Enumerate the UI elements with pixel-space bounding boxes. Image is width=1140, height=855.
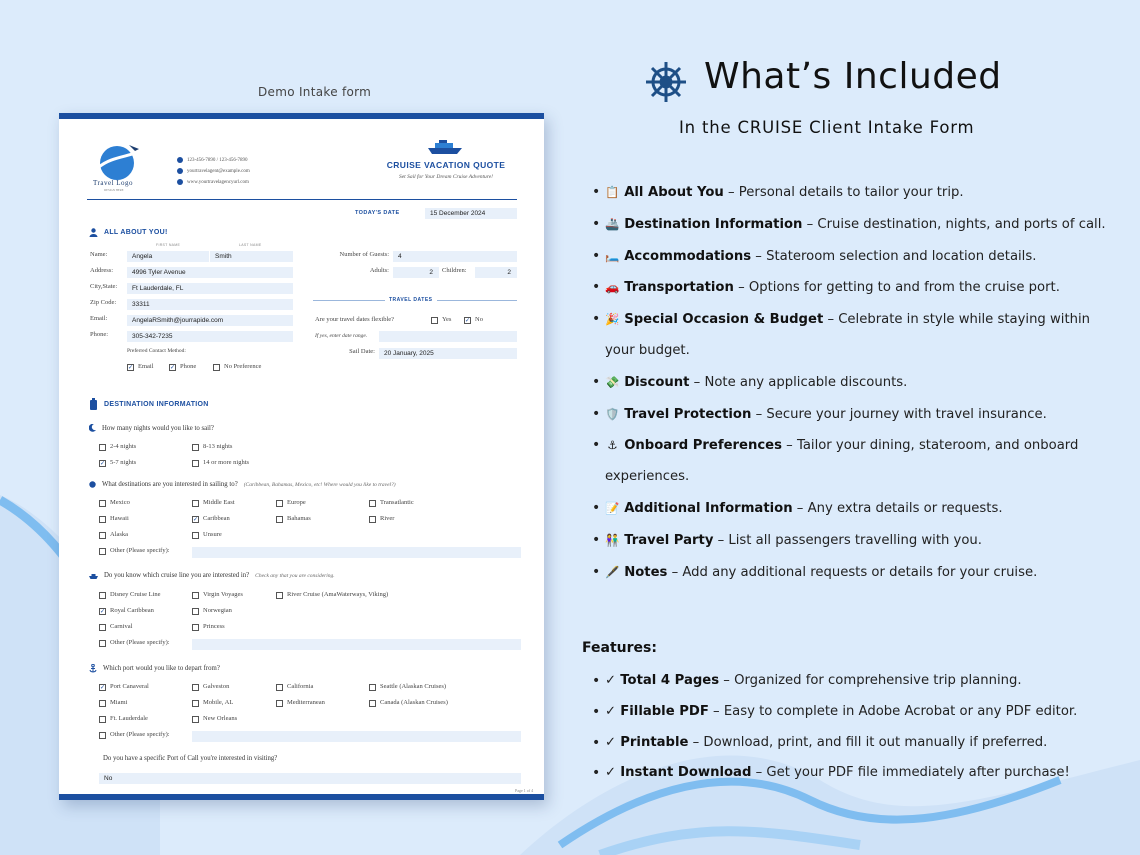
pref-none-label: No Preference [224, 363, 262, 370]
port-option: Mediterranean [287, 699, 325, 706]
port-checkbox[interactable] [192, 716, 199, 723]
travel-dates-heading: TRAVEL DATES [385, 297, 437, 303]
date-range-label: If yes, enter date range. [315, 333, 368, 339]
money-icon: 💸 [605, 374, 620, 389]
port-other-checkbox[interactable] [99, 732, 106, 739]
email-label: Email: [90, 315, 108, 322]
contact-phone-text: 123-456-7890 / 123-456-7890 [187, 157, 248, 163]
line-option: Norwegian [203, 607, 232, 614]
line-option: River Cruise (AmaWaterways, Viking) [287, 591, 389, 598]
included-item [589, 241, 1109, 273]
included-item [589, 430, 1109, 493]
line-checkbox[interactable] [99, 592, 106, 599]
dest-checkbox[interactable] [99, 516, 106, 523]
form-subtitle: Set Sail for Your Dream Cruise Adventure! [398, 174, 493, 180]
port-other-label: Other (Please specify): [110, 731, 170, 738]
form-title: CRUISE VACATION QUOTE [386, 160, 506, 170]
luggage-icon [89, 398, 98, 411]
pref-phone-label: Phone [180, 363, 197, 370]
dest-option: Transatlantic [380, 499, 414, 506]
included-item [589, 493, 1109, 525]
port-checkbox[interactable] [276, 700, 283, 707]
address-field[interactable]: 4996 Tyler Avenue [127, 267, 293, 278]
feature-label: Instant Download [620, 765, 752, 781]
port-checkbox[interactable] [276, 684, 283, 691]
last-name-caption: LAST NAME [239, 243, 262, 247]
included-item [589, 399, 1109, 431]
included-item-text: – Celebrate in style while staying within your budget. [605, 312, 1090, 358]
first-name-field[interactable]: Angela [127, 251, 209, 262]
included-item [589, 367, 1109, 399]
included-item-label: Transportation [624, 280, 734, 296]
contact-website [177, 179, 249, 185]
party-popper-icon: 🎉 [605, 312, 620, 327]
cruise-line-question-text: Do you know which cruise line you are interested in? [104, 572, 250, 579]
port-option: New Orleans [203, 715, 238, 722]
address-label: Address: [90, 267, 114, 274]
features-list [589, 666, 1129, 789]
line-checkbox[interactable] [276, 592, 283, 599]
dest-checkbox[interactable] [369, 500, 376, 507]
nights-question-text: How many nights would you like to sail? [102, 424, 214, 432]
line-option: Carnival [110, 623, 133, 630]
cruise-line-hint: Check any that you are considering. [255, 572, 335, 579]
today-date-label: TODAY'S DATE [355, 210, 400, 216]
flexible-no-checkbox[interactable]: ✓ [465, 318, 471, 324]
nights-8-13-checkbox[interactable] [192, 444, 199, 451]
port-of-call-field[interactable]: No [99, 773, 521, 784]
port-checkbox[interactable]: ✓ [100, 685, 106, 691]
port-option: Ft. Lauderdale [110, 715, 148, 722]
feature-text: – Download, print, and fill it out manually if preferred. [688, 734, 1048, 750]
included-item-text: – Options for getting to and from the cruise port. [733, 280, 1060, 296]
pen-icon: 🖋️ [605, 564, 620, 579]
guests-field[interactable]: 4 [393, 251, 517, 262]
port-option: Galveston [203, 683, 230, 690]
included-item [589, 525, 1109, 557]
dest-other-field[interactable] [192, 547, 521, 558]
line-option: Virgin Voyages [203, 591, 243, 598]
feature-text: – Organized for comprehensive trip planning. [719, 673, 1022, 688]
first-name-caption: FIRST NAME [156, 243, 181, 247]
included-item [589, 557, 1109, 589]
included-item-label: Travel Party [624, 532, 714, 548]
included-item-label: Notes [624, 564, 668, 580]
nights-option: 5-7 nights [110, 459, 137, 466]
dest-checkbox[interactable] [276, 516, 283, 523]
included-item-text: – Stateroom selection and location details. [751, 248, 1037, 264]
included-item-text: – Secure your journey with travel insurance. [751, 406, 1047, 422]
nights-14-plus-checkbox[interactable] [192, 460, 199, 467]
globe-icon [177, 179, 183, 185]
check-icon: ✓ [605, 673, 617, 688]
line-checkbox[interactable]: ✓ [100, 609, 106, 615]
anchor-icon [89, 664, 97, 673]
nights-option: 2-4 nights [110, 443, 137, 450]
ship-icon: 🚢 [605, 216, 620, 231]
section-destination [89, 398, 209, 411]
dest-option: Middle East [203, 499, 235, 506]
port-checkbox[interactable] [192, 684, 199, 691]
included-item-text: – Tailor your dining, stateroom, and onboard experiences. [605, 438, 1079, 485]
feature-label: Total 4 Pages [620, 673, 720, 688]
dest-checkbox[interactable] [192, 532, 199, 539]
memo-icon: 📝 [605, 500, 620, 515]
email-field[interactable]: AngelaRSmith@jourrapide.com [127, 315, 293, 326]
nights-option: 14 or more nights [203, 459, 250, 466]
phone-field[interactable]: 305-342-7235 [127, 331, 293, 342]
included-item [589, 272, 1109, 304]
sail-date-field[interactable]: 20 January, 2025 [379, 348, 517, 359]
section-about-you [89, 228, 168, 237]
flexible-yes-label: Yes [442, 316, 452, 323]
adults-label: Adults: [369, 267, 389, 274]
port-question-text: Which port would you like to depart from? [103, 665, 220, 672]
ship-icon [89, 573, 98, 579]
line-checkbox[interactable] [99, 624, 106, 631]
included-item-text: – Personal details to tailor your trip. [723, 185, 964, 200]
destination-question [89, 481, 396, 488]
destination-question-text: What destinations are you interested in sailing to? [102, 481, 238, 488]
last-name-field[interactable]: Smith [210, 251, 293, 262]
dest-option: Mexico [110, 499, 130, 506]
feature-item [589, 758, 1129, 789]
children-field[interactable]: 2 [475, 267, 517, 278]
port-option: Miami [110, 699, 128, 706]
section-destination-title: DESTINATION INFORMATION [104, 401, 209, 408]
travel-logo-icon [97, 143, 141, 181]
name-label: Name: [90, 251, 108, 258]
children-label: Children: [442, 267, 467, 274]
line-option: Royal Caribbean [110, 607, 154, 614]
dest-option: Unsure [203, 531, 222, 538]
today-date-field[interactable]: 15 December 2024 [425, 208, 517, 219]
port-checkbox[interactable] [369, 700, 376, 707]
nights-2-4-checkbox[interactable] [99, 444, 106, 451]
flexible-label: Are your travel dates flexible? [315, 316, 395, 323]
feature-text: – Get your PDF file immediately after purchase! [751, 765, 1070, 781]
line-other-label: Other (Please specify): [110, 639, 170, 646]
guests-label: Number of Guests: [339, 251, 389, 258]
included-item-label: Discount [624, 374, 690, 390]
city-field[interactable]: Ft Lauderdale, FL [127, 283, 293, 294]
dest-option: Hawaii [110, 515, 129, 522]
included-item-text: – Note any applicable discounts. [689, 374, 908, 390]
check-icon: ✓ [605, 734, 617, 750]
port-question [89, 664, 220, 673]
car-icon: 🚗 [605, 280, 620, 295]
dest-checkbox[interactable] [276, 500, 283, 507]
line-checkbox[interactable] [192, 624, 199, 631]
dest-checkbox[interactable] [192, 500, 199, 507]
contact-web-text: www.yourtravelagencyurl.com [187, 179, 249, 185]
included-item [589, 304, 1109, 367]
pref-email-checkbox[interactable]: ✓ [128, 365, 134, 371]
moon-icon [89, 424, 96, 432]
demo-caption: Demo Intake form [258, 85, 372, 99]
nights-5-7-checkbox[interactable]: ✓ [100, 461, 106, 467]
included-item-label: Additional Information [624, 500, 793, 516]
included-item [589, 209, 1109, 241]
feature-label: Printable [620, 734, 689, 750]
city-label: City,State: [90, 283, 118, 290]
line-checkbox[interactable] [192, 592, 199, 599]
nights-question [89, 424, 214, 432]
line-checkbox[interactable] [192, 608, 199, 615]
phone-label: Phone: [90, 331, 109, 338]
globe-icon [89, 481, 96, 488]
port-option: Port Canaveral [110, 683, 149, 690]
included-item-text: – Any extra details or requests. [792, 500, 1003, 516]
person-icon [89, 228, 98, 237]
flexible-no-label: No [475, 316, 483, 323]
section-about-you-title: ALL ABOUT YOU! [104, 229, 168, 236]
line-other-field[interactable] [192, 639, 521, 650]
included-item-text: – Cruise destination, nights, and ports of call. [802, 216, 1106, 232]
dest-option: Europe [287, 499, 306, 506]
preferred-contact-label: Preferred Contact Method: [127, 348, 186, 354]
port-checkbox[interactable] [369, 684, 376, 691]
check-icon: ✓ [605, 765, 617, 781]
port-checkbox[interactable] [99, 700, 106, 707]
dest-checkbox[interactable] [99, 532, 106, 539]
bed-icon: 🛏️ [605, 248, 620, 263]
port-option: Mobile, AL [203, 699, 234, 706]
feature-item [589, 728, 1129, 759]
included-item-label: Travel Protection [624, 406, 752, 422]
adults-field[interactable]: 2 [393, 267, 439, 278]
page-number: Page 1 of 4 [515, 788, 534, 793]
zip-field[interactable]: 33311 [127, 299, 293, 310]
included-item-text: – List all passengers travelling with you. [713, 532, 982, 548]
feature-text: – Easy to complete in Adobe Acrobat or any PDF editor. [708, 703, 1078, 719]
dest-other-label: Other (Please specify): [110, 547, 170, 554]
intake-form-preview [59, 113, 544, 800]
flexible-yes-checkbox[interactable] [431, 317, 438, 324]
included-item [589, 177, 1109, 209]
pref-email-label: Email [138, 363, 154, 370]
included-item-label: All About You [624, 185, 724, 200]
email-icon [177, 168, 183, 174]
port-option: Canada (Alaskan Cruises) [380, 699, 448, 706]
contact-email-text: yourtravelagent@example.com [187, 168, 250, 174]
whats-included-title: What’s Included [704, 56, 1002, 97]
feature-label: Fillable PDF [620, 703, 709, 719]
pref-phone-checkbox[interactable]: ✓ [170, 365, 176, 371]
included-item-text: – Add any additional requests or details for your cruise. [667, 564, 1038, 580]
clipboard-icon: 📋 [605, 185, 620, 199]
destination-hint: (Caribbean, Bahamas, Mexico, etc! Where would you like to travel?) [243, 481, 396, 488]
line-other-checkbox[interactable] [99, 640, 106, 647]
feature-item [589, 666, 1129, 697]
cruise-line-question [89, 572, 335, 579]
included-list [589, 177, 1109, 588]
features-title: Features: [582, 640, 657, 656]
included-item-label: Accommodations [624, 248, 752, 264]
logo-subtext: DESIGN HERE [104, 188, 124, 192]
nights-option: 8-13 nights [203, 443, 233, 450]
whats-included-subtitle: In the CRUISE Client Intake Form [679, 118, 975, 137]
header-divider [87, 199, 517, 200]
dest-option: Alaska [110, 531, 129, 538]
port-of-call-question [103, 755, 277, 762]
phone-icon [177, 157, 183, 163]
contact-phone [177, 157, 248, 163]
port-of-call-question-text: Do you have a specific Port of Call you're interested in visiting? [103, 755, 278, 762]
included-item-label: Special Occasion & Budget [624, 312, 824, 328]
dest-checkbox[interactable] [99, 500, 106, 507]
line-option: Princess [203, 623, 225, 630]
included-item-label: Destination Information [624, 216, 803, 232]
ship-wheel-icon [644, 60, 688, 104]
port-option: Seattle (Alaskan Cruises) [380, 683, 447, 690]
included-item-label: Onboard Preferences [624, 438, 782, 454]
zip-label: Zip Code: [90, 299, 117, 306]
dest-checkbox[interactable] [369, 516, 376, 523]
feature-item [589, 697, 1129, 728]
port-other-field[interactable] [192, 731, 521, 742]
sail-date-label: Sail Date: [349, 348, 375, 355]
couple-icon: 👫 [605, 532, 620, 547]
port-checkbox[interactable] [192, 700, 199, 707]
dest-option: River [380, 515, 395, 522]
port-option: California [287, 683, 314, 690]
line-option: Disney Cruise Line [110, 591, 161, 598]
anchor-icon: ⚓ [607, 438, 618, 453]
logo-text: Travel Logo [93, 179, 134, 187]
contact-email [177, 168, 250, 174]
check-icon: ✓ [605, 703, 617, 719]
pref-none-checkbox[interactable] [213, 364, 220, 371]
date-range-field[interactable] [379, 331, 517, 342]
port-checkbox[interactable] [99, 716, 106, 723]
dest-option: Bahamas [287, 515, 311, 522]
dest-checkbox[interactable]: ✓ [193, 517, 199, 523]
dest-other-checkbox[interactable] [99, 548, 106, 555]
cruise-ship-icon [427, 139, 463, 155]
shield-icon: 🛡️ [605, 406, 620, 421]
dest-option: Caribbean [203, 515, 230, 522]
